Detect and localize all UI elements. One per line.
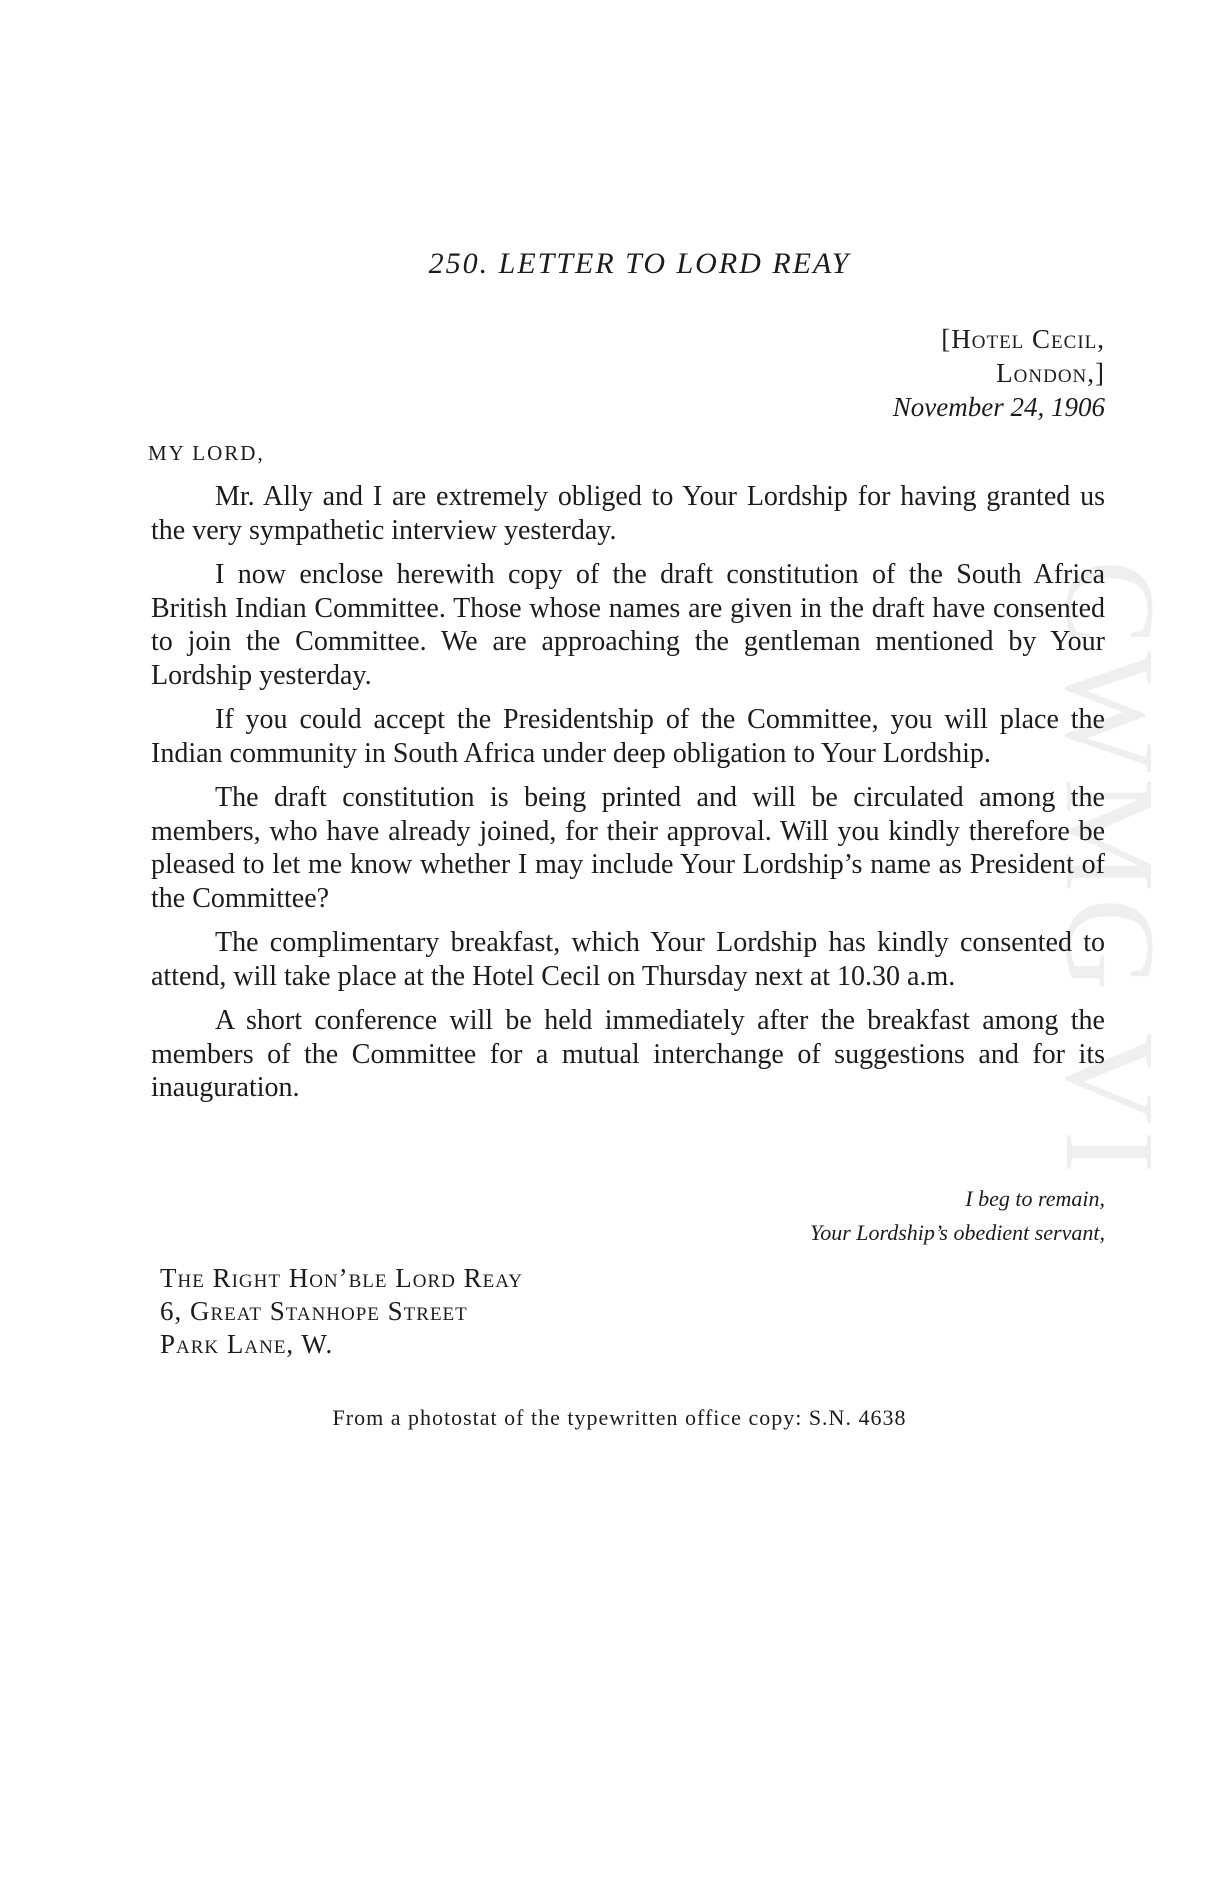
letter-date: November 24, 1906 bbox=[892, 392, 1105, 422]
source-note: From a photostat of the typewritten office copy: S.N. 4638 bbox=[332, 1405, 907, 1430]
addressee-line-3: Park Lane, W. bbox=[160, 1329, 334, 1359]
closing bbox=[810, 1182, 1105, 1250]
addressee-line-1: The Right Hon’ble Lord Reay bbox=[160, 1263, 523, 1293]
paragraph-5: The complimentary breakfast, which Your Lordship has kindly consented to attend, will take place at the Hotel Cecil on Thursday next at 10.30 a.m. bbox=[151, 927, 1105, 992]
salutation: MY LORD, bbox=[148, 441, 265, 465]
letter-body bbox=[151, 480, 1105, 1116]
paragraph-6: A short conference will be held immediately after the breakfast among the members of the Committee for a mutual interchange of suggestions and for its inauguration. bbox=[151, 1005, 1105, 1103]
addressee-line-2: 6, Great Stanhope Street bbox=[160, 1296, 468, 1326]
paragraph-1: Mr. Ally and I are extremely obliged to Your Lordship for having granted us the very sympathetic interview yesterday. bbox=[151, 481, 1105, 546]
watermark-text: CWMG VI bbox=[1039, 560, 1181, 1180]
letter-title: 250. LETTER TO LORD REAY bbox=[428, 247, 851, 280]
address-line-1: [Hotel Cecil, bbox=[941, 324, 1105, 354]
paragraph-3: If you could accept the Presidentship of the Committee, you will place the Indian community in South Africa under deep obligation to Your Lordship. bbox=[151, 704, 1105, 769]
paragraph-4: The draft constitution is being printed and will be circulated among the members, who have already joined, for their approval. Will you kindly therefore be pleased to let me know whether I may include Your Lordship’s name as President of the Committee? bbox=[151, 782, 1105, 914]
closing-line-2: Your Lordship’s obedient servant, bbox=[809, 1220, 1105, 1245]
paragraph-2: I now enclose herewith copy of the draft constitution of the South Africa British Indian Committee. Those whose names are given in the draft have consented to join the Committee. We are approaching the gentleman mentioned by Your Lordship yesterday. bbox=[151, 559, 1105, 691]
closing-line-1: I beg to remain, bbox=[965, 1186, 1105, 1211]
address-line-2: London,] bbox=[996, 358, 1105, 388]
addressee-block bbox=[160, 1262, 523, 1361]
sender-address bbox=[893, 322, 1105, 424]
